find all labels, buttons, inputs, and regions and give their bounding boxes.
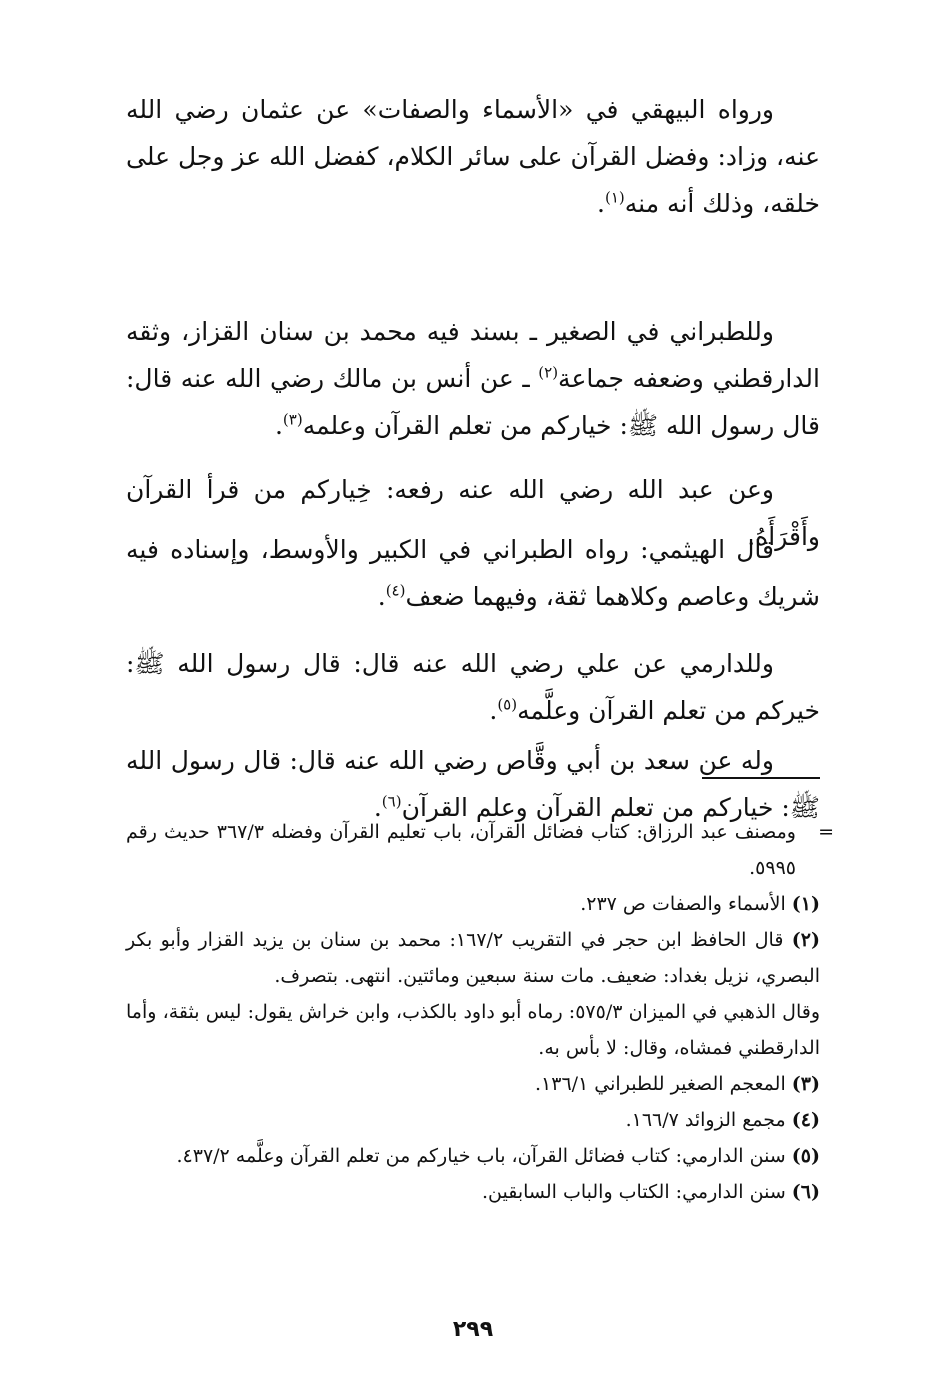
footnote-ref-2[interactable]: (٢) (538, 363, 559, 382)
body-paragraph-5 (126, 640, 820, 734)
continuation-mark: = (818, 821, 834, 843)
footnote-text-3: المعجم الصغير للطبراني ١٣٦/١. (534, 1073, 786, 1095)
footnote-ref-6[interactable]: (٦) (381, 792, 402, 811)
body-paragraph-2 (126, 308, 820, 449)
footnote-6 (126, 1174, 820, 1210)
footnotes (126, 814, 834, 1210)
paragraph-end: . (377, 582, 386, 611)
footnote-ref-3[interactable]: (٣) (282, 410, 303, 429)
footnote-2-continued: وقال الذهبي في الميزان ٥٧٥/٣: رماه أبو داود بالكذب، وابن خراش يقول: ليس بثقة، وأما الدارقطني فمشاه، وقال: لا بأس به. (126, 1001, 820, 1059)
footnote-continuation: ومصنف عبد الرزاق: كتاب فضائل القرآن، باب تعليم القرآن وفضله ٣٦٧/٣ حديث رقم ٥٩٩٥. (126, 821, 796, 879)
body-paragraph-1 (126, 86, 820, 227)
paragraph-end: . (597, 189, 605, 218)
paragraph-text: وللطبراني في الصغير ـ بسند فيه محمد بن سنان القزاز، وثقه الدارقطني وضعفه جماعة (126, 317, 820, 393)
body-paragraph-4 (126, 526, 820, 620)
footnote-number-3: (٣) (791, 1073, 820, 1095)
footnote-text-1: الأسماء والصفات ص ٢٣٧. (580, 893, 786, 915)
footnote-text-2: قال الحافظ ابن حجر في التقريب ١٦٧/٢: محمد بن سنان بن يزيد القزار وأبو بكر البصري، نزيل بغداد: ضعيف. مات سنة سبعين ومائتين. انتهى. بتصرف. (126, 929, 820, 987)
paragraph-text: ورواه البيهقي في «الأسماء والصفات» عن عثمان رضي الله عنه، وزاد: وفضل القرآن على سائر الكلام، كفضل الله عز وجل على خلقه، وذلك أنه منه (126, 95, 820, 218)
footnote-text-6: سنن الدارمي: الكتاب والباب السابقين. (481, 1181, 786, 1203)
footnote-1 (126, 886, 820, 922)
document-page (126, 80, 834, 1342)
paragraph-text: وله عن سعد بن أبي وقَّاص رضي الله عنه قال: قال رسول الله ﷺ: خياركم من تعلم القرآن وعلم القرآن (126, 746, 820, 822)
paragraph-text: وللدارمي عن علي رضي الله عنه قال: قال رسول الله ﷺ: خيركم من تعلم القرآن وعلَّمه (126, 649, 820, 725)
footnote-5 (126, 1138, 820, 1174)
footnote-continuation-block (126, 814, 834, 886)
paragraph-end: . (274, 411, 283, 440)
footnote-number-2: (٢) (791, 929, 820, 951)
footnote-2 (126, 922, 820, 994)
footnote-3 (126, 1066, 820, 1102)
footnote-number-1: (١) (791, 893, 820, 915)
footnote-text-4: مجمع الزوائد ١٦٦/٧. (625, 1109, 786, 1131)
paragraph-text: قال الهيثمي: رواه الطبراني في الكبير والأوسط، وإسناده فيه شريك وعاصم وكلاهما ثقة، وفيهما ضعف (126, 535, 820, 611)
page-number: ٢٩٩ (452, 1317, 494, 1342)
footnote-number-5: (٥) (791, 1145, 820, 1167)
footnote-ref-5[interactable]: (٥) (497, 695, 518, 714)
paragraph-end: . (373, 793, 382, 822)
footnote-4 (126, 1102, 820, 1138)
footnote-ref-1[interactable]: (١) (604, 188, 625, 207)
footnote-text-5: سنن الدارمي: كتاب فضائل القرآن، باب خياركم من تعلم القرآن وعلَّمه ٤٣٧/٢. (176, 1145, 786, 1167)
paragraph-end: . (489, 696, 498, 725)
footnote-ref-4[interactable]: (٤) (385, 581, 406, 600)
footnote-number-4: (٤) (791, 1109, 820, 1131)
paragraph-text: وعن عبد الله رضي الله عنه رفعه: خِياركم من قرأ القرآن وأَقْرَأَهُ. (126, 475, 820, 551)
footnote-divider (702, 777, 820, 779)
footnote-number-6: (٦) (791, 1181, 820, 1203)
paragraph-text-continued: ـ عن أنس بن مالك رضي الله عنه قال: قال رسول الله ﷺ: خياركم من تعلم القرآن وعلمه (126, 364, 820, 440)
